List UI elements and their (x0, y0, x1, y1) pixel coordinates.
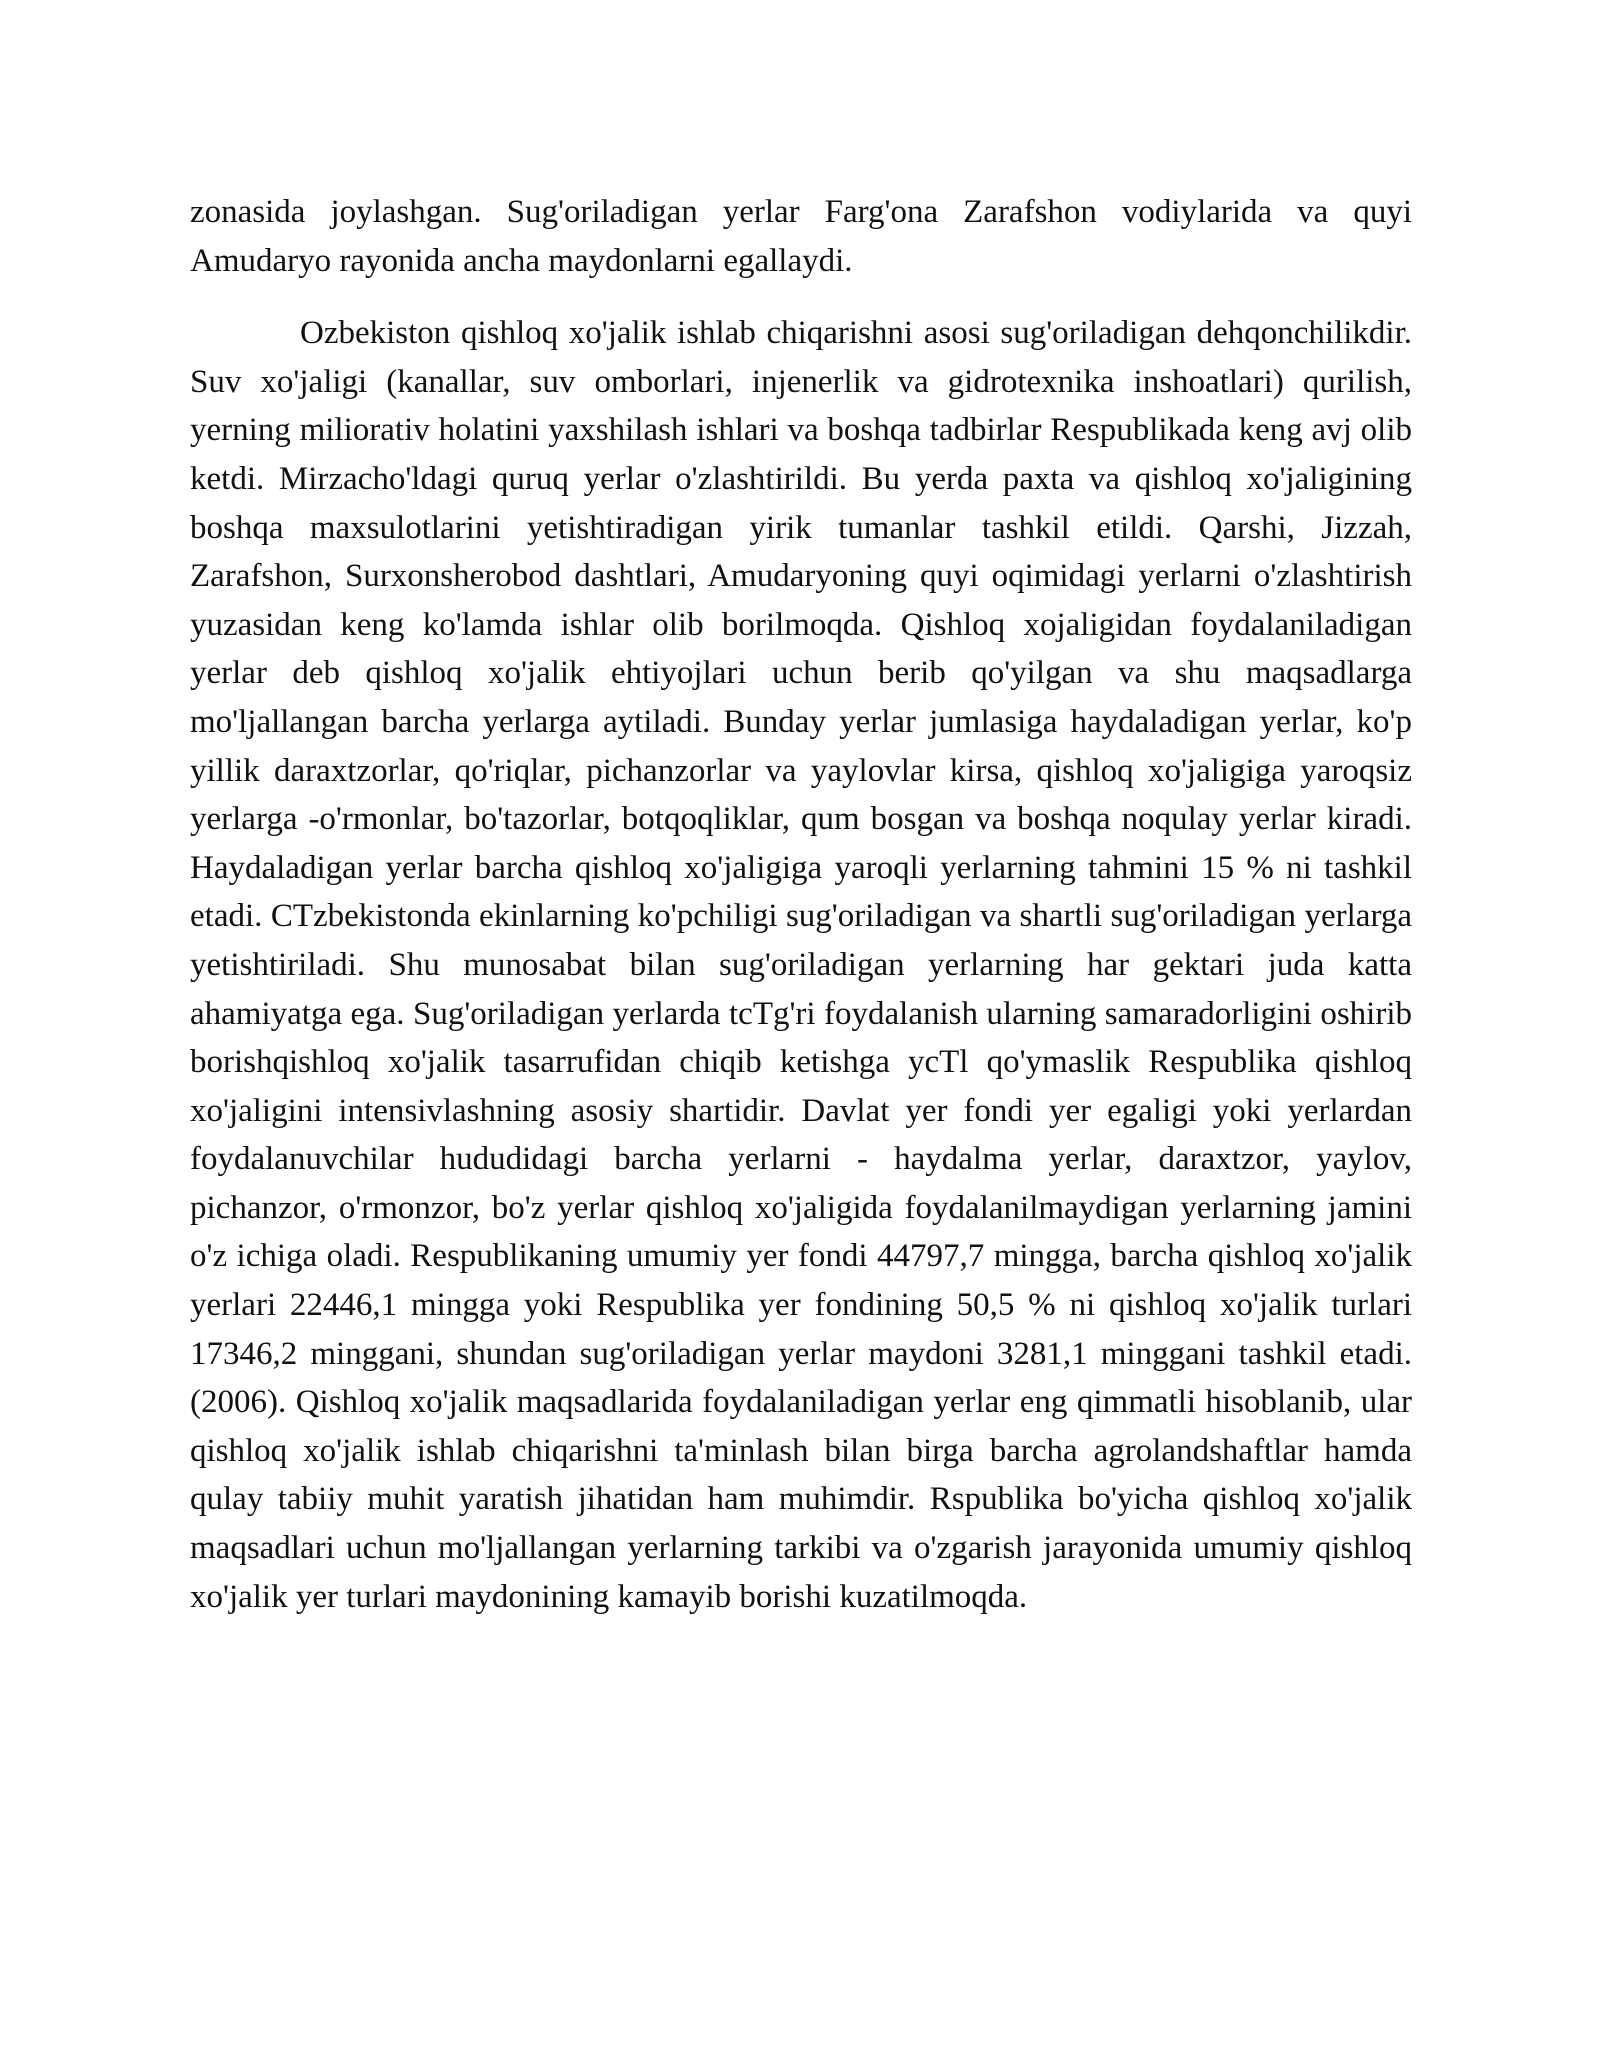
paragraph-main: Ozbekiston qishloq xo'jalik ishlab chiqarishni asosi sug'oriladigan dehqonchilikdir. Suv xo'jaligi (kanallar, suv omborlari, injenerlik va gidrotexnika inshoatlari) qurilish, yerning miliorativ holatini yaxshilash ishlari va boshqa tadbirlar Respublikada keng avj olib ketdi. Mirzacho'ldagi quruq yerlar o'zlashtirildi. Bu yerda paxta va qishloq xo'jaligining boshqa maxsulotlarini yetishtiradigan yirik tumanlar tashkil etildi. Qarshi, Jizzah, Zarafshon, Surxonsherobod dashtlari, Amudaryoning quyi oqimidagi yerlarni o'zlashtirish yuzasidan keng ko'lamda ishlar olib borilmoqda. Qishloq xojaligidan foydalaniladigan yerlar deb qishloq xo'jalik ehtiyojlari uchun berib qo'yilgan va shu maqsadlarga mo'ljallangan barcha yerlarga aytiladi. Bunday yerlar jumlasiga haydaladigan yerlar, ko'p yillik daraxtzorlar, qo'riqlar, pichanzorlar va yaylovlar kirsa, qishloq xo'jaligiga yaroqsiz yerlarga -o'rmonlar, bo'tazorlar, botqoqliklar, qum bosgan va boshqa noqulay yerlar kiradi. Haydaladigan yerlar barcha qishloq xo'jaligiga yaroqli yerlarning tahmini 15 % ni tashkil etadi. CTzbekistonda ekinlarning ko'pchiligi sug'oriladigan va shartli sug'oriladigan yerlarga yetishtiriladi. Shu munosabat bilan sug'oriladigan yerlarning har gektari juda katta ahamiyatga ega. Sug'oriladigan yerlarda tcTg'ri foydalanish ularning samaradorligini oshirib borishqishloq xo'jalik tasarrufidan chiqib ketishga ycTl qo'ymaslik Respublika qishloq xo'jaligini intensivlashning asosiy shartidir. Davlat yer fondi yer egaligi yoki yerlardan foydalanuvchilar hududidagi barcha yerlarni - haydalma yerlar, daraxtzor, yaylov, pichanzor, o'rmonzor, bo'z yerlar qishloq xo'jaligida foydalanilmaydigan yerlarning jamini o'z ichiga oladi. Respublikaning umumiy yer fondi 44797,7 mingga, barcha qishloq xo'jalik yerlari 22446,1 mingga yoki Respublika yer fondining 50,5 % ni qishloq xo'jalik turlari 17346,2 minggani, shundan sug'oriladigan yerlar maydoni 3281,1 minggani tashkil etadi. (2006). Qishloq xo'jalik maqsadlarida foydalaniladigan yerlar eng qimmatli hisoblanib, ular qishloq xo'jalik ishlab chiqarishni ta'minlash bilan birga barcha agrolandshaftlar hamda qulay tabiiy muhit yaratish jihatidan ham muhimdir. Rspublika bo'yicha qishloq xo'jalik maqsadlari uchun mo'ljallangan yerlarning tarkibi va o'zgarish jarayonida umumiy qishloq xo'jalik yer turlari maydonining kamayib borishi kuzatilmoqda. (190, 315, 1412, 1615)
paragraph-continuation: zonasida joylashgan. Sug'oriladigan yerlar Farg'ona Zarafshon vodiylarida va quyi Amudaryo rayonida ancha maydonlarni egallaydi. (190, 194, 1412, 279)
document-body (190, 188, 1412, 1621)
